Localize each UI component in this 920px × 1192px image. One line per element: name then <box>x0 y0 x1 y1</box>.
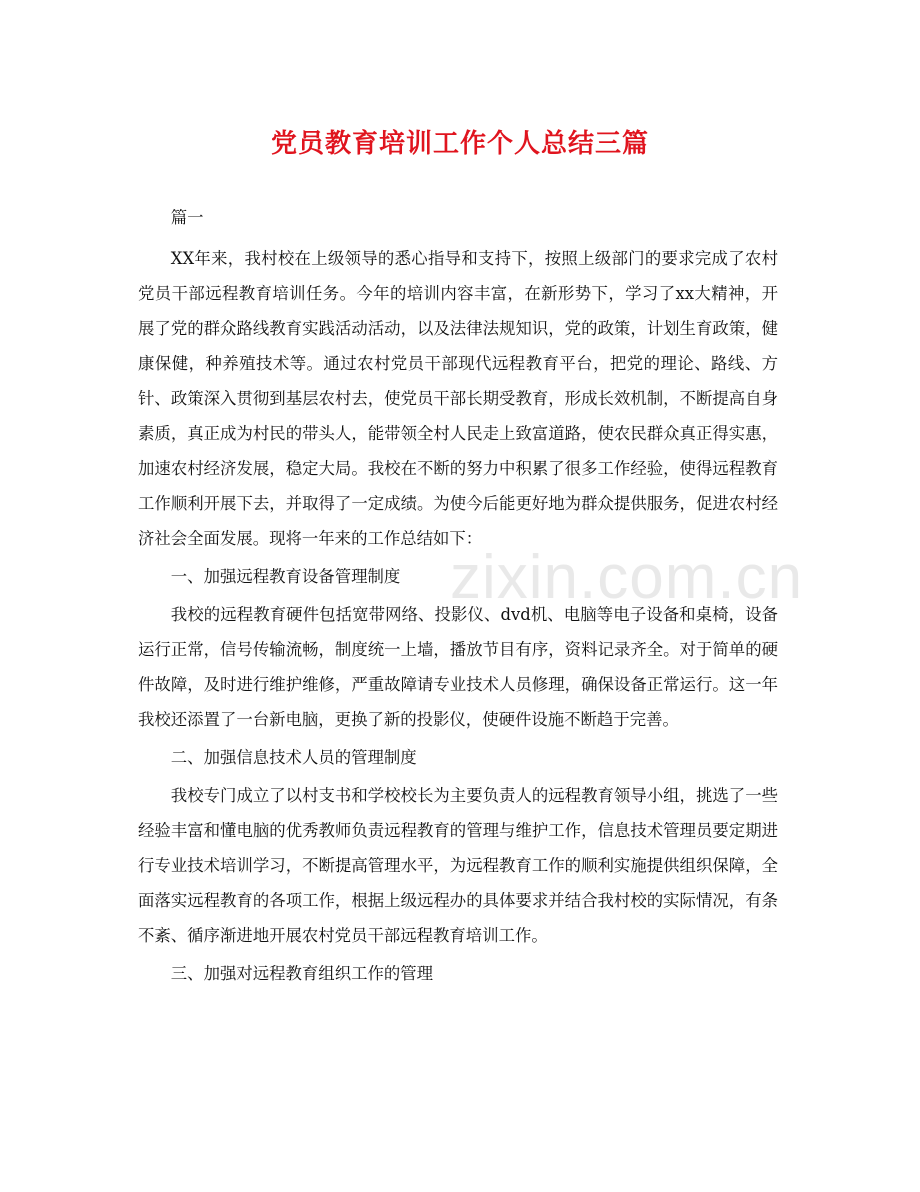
watermark: zixin.com.cn <box>450 543 804 612</box>
paragraph: 我校的远程教育硬件包括宽带网络、投影仪、dvd机、电脑等电子设备和桌椅，设备运行正常，信号传输流畅，制度统一上墙，播放节目有序，资料记录齐全。对于简单的硬件故障，及时进行维护维修，严重故障请专业技术人员修理，确保设备正常运行。这一年我校还添置了一台新电脑，更换了新的投影仪，使硬件设施不断趋于完善。 <box>138 605 778 729</box>
section-heading: 三、加强对远程教育组织工作的管理 <box>170 964 434 983</box>
document-title: 党员教育培训工作个人总结三篇 <box>270 129 649 159</box>
section-heading: 一、加强远程教育设备管理制度 <box>170 567 401 586</box>
document-body <box>138 200 778 994</box>
section-heading: 二、加强信息技术人员的管理制度 <box>170 748 417 767</box>
paragraph: XX年来，我村校在上级领导的悉心指导和支持下，按照上级部门的要求完成了农村党员干部远程教育培训任务。今年的培训内容丰富，在新形势下，学习了xx大精神，开展了党的群众路线教育实践活动活动，以及法律法规知识，党的政策，计划生育政策，健康保健，种养殖技术等。通过农村党员干部现代远程教育平台，把党的理论、路线、方针、政策深入贯彻到基层农村去，使党员干部长期受教育，形成长效机制，不断提高自身素质，真正成为村民的带头人，能带领全村人民走上致富道路，使农民群众真正得实惠，加速农村经济发展，稳定大局。我校在不断的努力中积累了很多工作经验，使得远程教育工作顺利开展下去，并取得了一定成绩。为使今后能更好地为群众提供服务，促进农村经济社会全面发展。现将一年来的工作总结如下： <box>138 249 778 548</box>
section-label: 篇一 <box>170 208 204 227</box>
paragraph: 我校专门成立了以村支书和学校校长为主要负责人的远程教育领导小组，挑选了一些经验丰富和懂电脑的优秀教师负责远程教育的管理与维护工作，信息技术管理员要定期进行专业技术培训学习，不断提高管理水平，为远程教育工作的顺利实施提供组织保障，全面落实远程教育的各项工作，根据上级远程办的具体要求并结合我村校的实际情况，有条不紊、循序渐进地开展农村党员干部远程教育培训工作。 <box>138 786 778 945</box>
